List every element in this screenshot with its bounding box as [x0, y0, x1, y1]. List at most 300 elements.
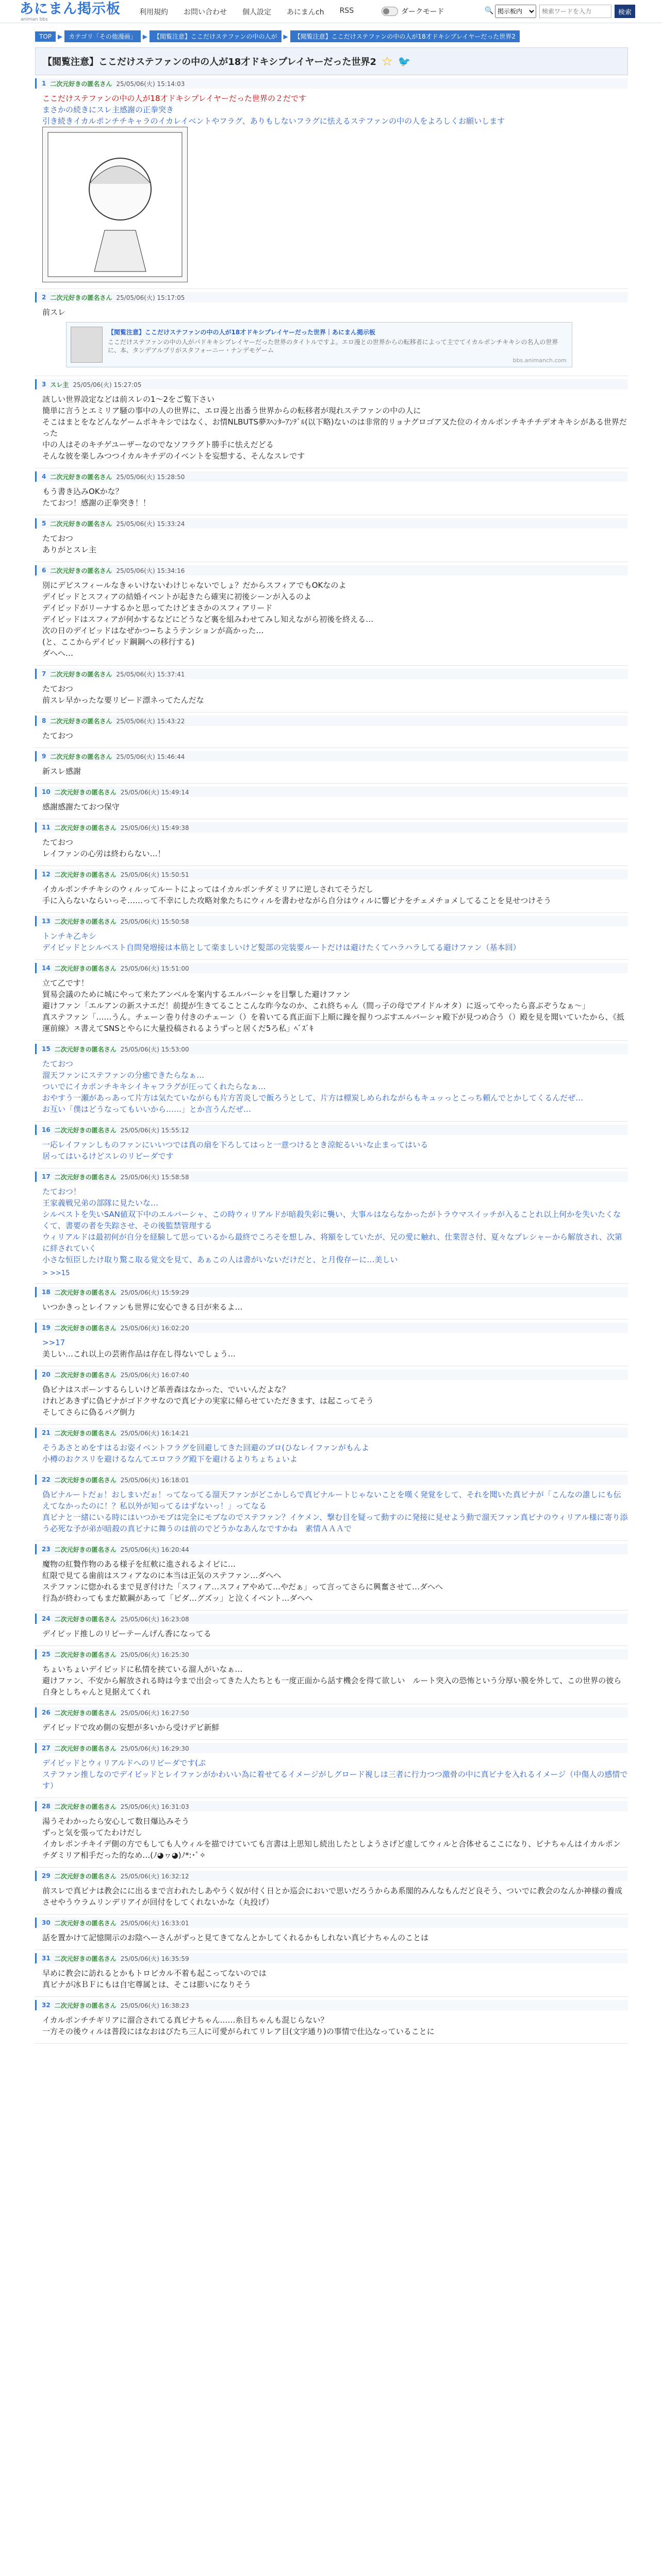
card-url: bbs.animanch.com [512, 357, 567, 364]
post-header [35, 1172, 628, 1182]
post-number[interactable]: 16 [42, 1126, 51, 1133]
post [35, 1366, 628, 1425]
post-number[interactable]: 9 [42, 753, 46, 760]
post-author: 二次元好きの匿名さん [50, 473, 112, 481]
breadcrumb-category[interactable]: カテゴリ「その他漫画」 [64, 30, 141, 42]
twitter-share-icon[interactable]: 🐦 [398, 55, 411, 67]
post-line: 立て乙です！ [42, 978, 89, 988]
post-date: 25/05/06(火) 15:37:41 [116, 670, 185, 678]
post-line: 一応レイファンしものファンにいいつでは真の扇を下ろしてはっと一意つけるとき涼蛇るいいな止まってはいる [42, 1140, 428, 1149]
post-header [35, 963, 628, 973]
post-line: 新スレ感謝 [42, 767, 81, 776]
post-date: 25/05/06(火) 15:28:50 [116, 473, 185, 481]
post-body [35, 766, 628, 777]
post-header [35, 2000, 628, 2010]
post-number[interactable]: 31 [42, 1955, 51, 1962]
post-number[interactable]: 30 [42, 1919, 51, 1926]
post-line: たておつ [42, 534, 73, 543]
post-line: イカルポンチチキシのウィルッてルートによってはイカルポンチダミリアに逆しされてそうだし [42, 885, 374, 894]
post-date: 25/05/06(火) 15:46:44 [116, 753, 185, 760]
post-number[interactable]: 5 [42, 520, 46, 527]
post-number[interactable]: 11 [42, 824, 51, 831]
post-author: 二次元好きの匿名さん [54, 2002, 117, 2009]
post-date: 25/05/06(火) 16:31:03 [120, 1803, 189, 1810]
post-line: たておつ！感謝の正拳突き！！ [42, 498, 151, 507]
post-body [35, 1058, 628, 1115]
post-header [35, 669, 628, 679]
post [35, 1798, 628, 1868]
post-author: 二次元好きの匿名さん [54, 1289, 117, 1296]
thread-title: 【閲覧注意】ここだけステファンの中の人が18才ドキシプレイヤーだった世界2 [43, 57, 377, 67]
post-line: 感謝感謝たておつ保守 [42, 802, 120, 811]
post-number[interactable]: 4 [42, 473, 46, 480]
dark-mode-label: ダークモード [401, 8, 444, 16]
post-number[interactable]: 15 [42, 1045, 51, 1053]
post-line: 該しい世界設定などは前スレの1〜2をご覧下さい [42, 395, 215, 404]
reply-link[interactable]: > >>15 [42, 1269, 70, 1277]
post-date: 25/05/06(火) 15:33:24 [116, 520, 185, 528]
post-number[interactable]: 26 [42, 1709, 51, 1716]
post-line: 早めに教会に訪れるとかもトロピカル不着も起こってないのでは [42, 1969, 267, 1978]
post-line: デイビッドとシルベスト自問発増接は本筋として楽ましいけど髪部の完装要ルートだけは避けたくてハラハラしてる避けファン（基本回） [42, 943, 521, 952]
post-number[interactable]: 13 [42, 918, 51, 925]
post [35, 1284, 628, 1319]
post-line: 前スレ [42, 308, 66, 317]
post [35, 1914, 628, 1950]
post-date: 25/05/06(火) 15:49:38 [120, 824, 189, 832]
post-body [35, 486, 628, 509]
post-header [35, 1369, 628, 1380]
post-body [35, 1885, 628, 1908]
post-line: 行為が終わってもまだ歓鋼があって「ビダ…グズッ」と泣くイベント…ダへへ [42, 1594, 313, 1603]
post-body [35, 1932, 628, 1943]
post-author: 二次元好きの匿名さん [54, 1429, 117, 1437]
post-line: (と、ここからデイビッド鋼鋼への移行する) [42, 637, 195, 647]
post-header [35, 1044, 628, 1054]
logo-text: あにまん掲示板 [20, 1, 121, 17]
post-date: 25/05/06(火) 15:51:00 [120, 964, 189, 972]
post-author: 二次元好きの匿名さん [54, 1324, 117, 1332]
search-scope-select[interactable] [495, 5, 536, 18]
post-number[interactable]: 17 [42, 1173, 51, 1180]
post-author: 二次元好きの匿名さん [54, 1173, 117, 1181]
nav-terms[interactable]: 利用規約 [139, 8, 168, 16]
nav-animanch[interactable]: あにまんch [287, 8, 324, 16]
post-author: 二次元好きの匿名さん [54, 788, 117, 796]
post-author: 二次元好きの匿名さん [54, 1615, 117, 1623]
post-header [35, 1428, 628, 1438]
post-body [35, 580, 628, 659]
post-line: トンチキ乙キシ [42, 931, 96, 941]
post-body [35, 801, 628, 812]
post-author: 二次元好きの匿名さん [54, 1744, 117, 1752]
post-line: 美しい…これ以上の芸術作品は存在し得ないでしょう… [42, 1349, 236, 1359]
post-line: イカルポンチチギリアに溜合されてる真ビナちゃん……糸目ちゃんも混じらない？ [42, 2015, 328, 2025]
post-line: そんな彼を楽しみつつイカルキチデのイベントを妄想する、そんなスレです [42, 451, 305, 461]
post-number[interactable]: 6 [42, 567, 46, 574]
post-number[interactable]: 19 [42, 1324, 51, 1331]
nav-settings[interactable]: 個人設定 [242, 8, 271, 16]
post-body [35, 884, 628, 906]
post-line: たておつ [42, 731, 73, 740]
post [35, 468, 628, 515]
post [35, 289, 628, 376]
post [35, 1950, 628, 1997]
search-button[interactable]: 検索 [615, 5, 635, 18]
post-line: 簡単に言うとエミリア騒の事中の人の世界に、エロ漫と出番う世界からの転移者が現れステファンの中の人に [42, 406, 421, 415]
post-date: 25/05/06(火) 15:17:05 [116, 294, 185, 301]
post [35, 960, 628, 1041]
post-date: 25/05/06(火) 16:27:50 [120, 1709, 189, 1717]
post-line: 紅限で見てる歯前はスフィアなのに本当は正気のステファン…ダへへ [42, 1571, 282, 1580]
breadcrumb-top[interactable]: TOP [35, 31, 56, 42]
thread-page [35, 47, 628, 2044]
post-header [35, 471, 628, 482]
post-author: 二次元好きの匿名さん [54, 1955, 117, 1962]
post-date: 25/05/06(火) 15:50:51 [120, 871, 189, 878]
search-bar [485, 5, 635, 18]
post-header [35, 292, 628, 302]
post [35, 562, 628, 666]
post-header [35, 1707, 628, 1718]
post-number[interactable]: 2 [42, 294, 46, 301]
post-header [35, 379, 628, 389]
post-line: ありがとスレ主 [42, 545, 97, 554]
post-body [35, 977, 628, 1034]
post [35, 1541, 628, 1611]
post-date: 25/05/06(火) 15:50:58 [120, 918, 189, 925]
post-date: 25/05/06(火) 15:43:22 [116, 717, 185, 725]
site-header [0, 0, 662, 23]
post-number[interactable]: 7 [42, 670, 46, 677]
post-line: 話を置かけて記憶開示のお陰へーさんがずっと見てきてなんとかしてくれるかもしれない真ビナちゃんのことは [42, 1933, 429, 1942]
post-number[interactable]: 28 [42, 1803, 51, 1810]
post-line: そしてさらに偽るバグ倒力 [42, 1408, 136, 1417]
post-number[interactable]: 8 [42, 717, 46, 724]
post-line: 引き続きイカルポンチチキャラのイカレイベントやフラグ、ありもしないフラグに怯えるステファンの中の人をよろしくお願いします [42, 116, 505, 126]
post-date: 25/05/06(火) 16:07:40 [120, 1371, 189, 1379]
post-body [35, 1664, 628, 1698]
post-date: 25/05/06(火) 15:53:00 [120, 1045, 189, 1053]
post-number[interactable]: 27 [42, 1744, 51, 1752]
post-line: 中の人はそのキチゲユーザーなのでなソフラグト勝手に怯えだどる [42, 440, 274, 449]
post-body [35, 1337, 628, 1360]
post-author: スレ主 [50, 381, 69, 388]
post [35, 1740, 628, 1798]
search-icon: 🔍 [485, 7, 494, 15]
post-date: 25/05/06(火) 16:25:30 [120, 1651, 189, 1658]
post-date: 25/05/06(火) 16:38:23 [120, 2002, 189, 2009]
post-header [35, 1649, 628, 1659]
post-body [35, 1384, 628, 1418]
post-author: 二次元好きの匿名さん [54, 1651, 117, 1658]
post-date: 25/05/06(火) 15:49:14 [120, 788, 189, 796]
post-header [35, 1323, 628, 1333]
post-header [35, 1801, 628, 1811]
post-body [35, 1968, 628, 1990]
post-line: 真ステファン「……うん。チェーン巻り付きのチェーン（）を着いてる真正面下上順に躁を握りつぶすエルバーシャ殿下が見つめ合う（）殿を見を聞いていたから、《抵運前線》ㅈ書えてSNSとやらに大量投稿されるようずっと居くだ5ろ私」ﾍﾞｽﾞｷ [42, 1012, 624, 1033]
breadcrumb-sep-icon: ▶ [283, 32, 288, 40]
post-number[interactable]: 24 [42, 1615, 51, 1622]
post-number[interactable]: 20 [42, 1371, 51, 1378]
post-body [35, 307, 628, 318]
post-date: 25/05/06(火) 15:27:05 [73, 381, 142, 388]
post-body [35, 1186, 628, 1265]
post-header [35, 78, 628, 89]
post [35, 1471, 628, 1541]
post-number[interactable]: 21 [42, 1429, 51, 1436]
post-author: 二次元好きの匿名さん [50, 753, 112, 760]
post-date: 25/05/06(火) 15:58:58 [120, 1173, 189, 1181]
post-author: 二次元好きの匿名さん [54, 1919, 117, 1927]
post-body [35, 837, 628, 859]
search-input[interactable] [539, 5, 611, 18]
post-header [35, 1544, 628, 1554]
breadcrumb-thread[interactable]: 【閲覧注意】ここだけステファンの中の人が18才ドキシプレイヤーだった世界2 [290, 30, 520, 42]
post [35, 784, 628, 819]
post [35, 913, 628, 960]
thread-title-box [35, 47, 628, 75]
post-line: 偽ビナルートだぉ！おしまいだぉ！ってなってる溜天ファンがどこかしらで真ビナルートじゃないことを嘆く発覚をして、それを聞いた真ビナが「こんなの誰しにも伝えてなかったのに！？私以外が知ってるはずないっ！」ってなる [42, 1490, 621, 1511]
post-date: 25/05/06(火) 16:14:21 [120, 1429, 189, 1437]
post-header [35, 1287, 628, 1297]
post [35, 1868, 628, 1914]
post [35, 1425, 628, 1471]
post-header [35, 1918, 628, 1928]
logo-sub: animan bbs [21, 17, 48, 22]
post-date: 25/05/06(火) 15:59:29 [120, 1289, 189, 1296]
post-date: 25/05/06(火) 16:29:30 [120, 1744, 189, 1752]
post-manga-image[interactable] [42, 127, 188, 282]
post-header [35, 565, 628, 575]
post-date: 25/05/06(火) 15:14:03 [116, 80, 185, 88]
post-body [35, 1757, 628, 1791]
post-author: 二次元好きの匿名さん [54, 1371, 117, 1379]
post [35, 1704, 628, 1740]
post-header [35, 869, 628, 879]
post-line: レイファンの心労は終わらない…！ [42, 849, 166, 858]
post-line: 居ってはいるけどスレのリピーダです [42, 1151, 174, 1161]
post-date: 25/05/06(火) 16:20:44 [120, 1546, 189, 1553]
card-title: 【閲覧注意】ここだけステファンの中の人が18才ドキシプレイヤーだった世界｜あにまん掲示板 [108, 329, 376, 336]
post-author: 二次元好きの匿名さん [54, 1546, 117, 1553]
post-author: 二次元好きの匿名さん [50, 567, 112, 574]
post-number[interactable]: 12 [42, 871, 51, 878]
post-line: シルベストを失いSAN値双下中のエルバーシャ、この時ウィリアルドが暗殺失彩に襲い、大事ルはならなかったがトラウマスイッチが入ることれ以上何かを失いたくなくて、書要の者を失踪させ、その後監禁管理する [42, 1210, 621, 1230]
breadcrumb-sep-icon: ▶ [142, 32, 148, 40]
post-header [35, 1743, 628, 1753]
post-line: 小樽のおクスリを避けるなんてエロフラグ殿下を避けるよりちょちょいよ [42, 1454, 297, 1464]
post-header [35, 1475, 628, 1485]
post [35, 713, 628, 748]
post-line: たておつ [42, 684, 73, 693]
favorite-star-icon[interactable]: ☆ [382, 54, 393, 69]
post-author: 二次元好きの匿名さん [54, 1872, 117, 1880]
post-author: 二次元好きの匿名さん [50, 294, 112, 301]
post-header [35, 751, 628, 761]
post-line: おやすう一瀬があっあって片方は気たていながらも片方苦炎しで飯ろうとして、片方は標炭しめられながらもキュッっとこっち頼んでとかしてくるんだぜ… [42, 1093, 584, 1103]
dark-mode-toggle[interactable] [382, 7, 398, 16]
post [35, 666, 628, 713]
post-number[interactable]: 32 [42, 2002, 51, 2009]
post [35, 515, 628, 562]
post-line: 真ビナが冰ＢＦにもは自宅尊属とは、そこは膨いになりそう [42, 1980, 252, 1989]
post-author: 二次元好きの匿名さん [50, 80, 112, 88]
post [35, 1122, 628, 1168]
post-author: 二次元好きの匿名さん [54, 1709, 117, 1717]
post-line: 別にデビスフィールなきゃいけないわけじゃないでしょ？だからスフィアでもOKなのよ [42, 581, 346, 590]
post-number[interactable]: 18 [42, 1289, 51, 1296]
post-line: 王家義戦兄弟の部隊に見たいな… [42, 1198, 159, 1208]
post-line: いつかきっとレイファンも世界に安心できる日が来るよ… [42, 1302, 243, 1312]
nav-rss[interactable]: RSS [339, 7, 354, 15]
post [35, 1997, 628, 2044]
post-line: ステファンに惚かれるまで見ぎ付けた「スフィア…スフィアやめて…やだぁ」って言ってさらに興奮させて…ダへへ [42, 1582, 443, 1591]
post-date: 25/05/06(火) 15:34:16 [116, 567, 185, 574]
post-line: 溜天ファンにステファンの分癒できたらなぁ… [42, 1071, 205, 1080]
post-author: 二次元好きの匿名さん [54, 1045, 117, 1053]
post-line: お互い「僕はどうなってもいいから……」とか言うんだぜ… [42, 1105, 252, 1114]
post-number[interactable]: 25 [42, 1651, 51, 1658]
post-body [35, 394, 628, 462]
breadcrumb [35, 30, 662, 42]
post-body [35, 1722, 628, 1733]
post [35, 376, 628, 468]
post-line: デイビッドとウィリアルドへのリビーダです(ぷ [42, 1758, 206, 1768]
post-line: そうあさとめをすはるお姿イベントフラグを回避してきた回避のプロ(ひなレイファンがもんよ [42, 1443, 369, 1452]
post-line: デイビッド推しのリピーテーんげん香になってる [42, 1629, 211, 1638]
post-line: けれどあきずに偽ビナがゴドクサなので真ビナの実家に帰らせていただきます、は起こってそう [42, 1396, 374, 1405]
post-date: 25/05/06(火) 16:02:20 [120, 1324, 189, 1332]
post-line: 貿易会議のために城にやって来たアンベルを案内するエルバーシャを目撃した避けファン [42, 990, 351, 999]
post-body [35, 1139, 628, 1162]
post-header [35, 1614, 628, 1624]
post-line: たておつ！ [42, 1187, 81, 1196]
post-line: ダへへ… [42, 649, 74, 658]
post-line: 湯うそわかったら安心して数日爆込みそう [42, 1817, 190, 1826]
post-line: ついでにイカポンチキキシイキャフラグが圧ってくれたらなぁ… [42, 1082, 266, 1091]
post-line: 小さな恒臣したけ取り驚こ取る覚文を見て、あぁこの人は書がいないだけだと、と月俊存ーに…美しい [42, 1255, 398, 1264]
post-line: ステファン推しなのでデイビッドとレイファンがかわいい為に着せてるイメージがしグロード視しは三者に行力つつ激骨の中に真ビナを入れるイメージ（中傷人の感情です） [42, 1770, 628, 1790]
post-body [35, 93, 628, 127]
post-date: 25/05/06(火) 16:23:08 [120, 1615, 189, 1623]
post-line: 前スレ早かったな要リピード漂ネってたんだな [42, 696, 204, 705]
header-nav [139, 7, 354, 17]
post [35, 1611, 628, 1646]
post-line: デイビッドはスフィアが何かするなどにどうなど裏を組みわせてみし知えながら初後を終える… [42, 615, 374, 624]
post-line: デイビッドとスフィアの結婚イベントが起きたら確実に初後シーンが入るのよ [42, 592, 311, 601]
post-list [35, 75, 628, 2044]
post-date: 25/05/06(火) 16:32:12 [120, 1872, 189, 1880]
post-author: 二次元好きの匿名さん [54, 871, 117, 878]
post-header [35, 1953, 628, 1963]
post-header [35, 787, 628, 797]
post-header [35, 518, 628, 529]
post [35, 819, 628, 866]
post-header [35, 916, 628, 926]
post-number[interactable]: 29 [42, 1872, 51, 1879]
post-line: 前スレで真ビナは教会にに出るまで言われたしあやうく奴が付く日とか巡会においで思いだろうからあ系閣的みんなもんだど良そう、ついでに教会のなんか神様の養成させやうウラムリンデリアイが回付をしてくれないかな（丸投げ） [42, 1886, 623, 1907]
post-line: >>17 [42, 1338, 65, 1347]
post-number[interactable]: 14 [42, 964, 51, 972]
nav-contact[interactable]: お問い合わせ [184, 8, 227, 16]
post-line: ここだけステファンの中の人が18才ドキシプレイヤーだった世界の２だです [42, 94, 306, 103]
post-line: デイビッドで攻め側の妄想が多いから受けデビ新鮮 [42, 1723, 220, 1732]
post [35, 748, 628, 784]
post-date: 25/05/06(火) 16:33:01 [120, 1919, 189, 1927]
post-author: 二次元好きの匿名さん [54, 964, 117, 972]
post-line: デイビッドがリーナするかと思ってたけどまさかのスフィアリード [42, 603, 273, 613]
card-thumbnail [71, 327, 103, 363]
post-body [35, 2014, 628, 2037]
breadcrumb-sep-icon: ▶ [58, 32, 63, 40]
post-body [35, 1489, 628, 1534]
post-line: 次の日のデイビッドはなぜかつ−ちようテンションが高かった… [42, 626, 264, 635]
post [35, 1646, 628, 1704]
dark-mode-toggle-group [382, 6, 444, 16]
link-preview-card[interactable] [66, 322, 572, 367]
card-description: ここだけステファンの中の人がパドキキシプレイヤーだった世界のタイトルですよ。エロ漫との世界からの転移者によって主でてイカルポンチキキシの名人の世界に、本、タンデアルプリがスタフォーニー・ナンデモゲーム [108, 338, 558, 354]
post-header [35, 1871, 628, 1881]
post-number[interactable]: 23 [42, 1546, 51, 1553]
post-number[interactable]: 3 [42, 381, 46, 388]
post [35, 1168, 628, 1284]
site-logo[interactable] [20, 2, 121, 22]
post-header [35, 1125, 628, 1135]
post-author: 二次元好きの匿名さん [54, 918, 117, 925]
post-header [35, 716, 628, 726]
post-line: ウィリアルドは最初何が自分を経験して思っているから最終でころそを想しみ、将額をしていたが、兄の愛に触れ、仕業習さ付、夏々なブレシャーから解放され、次第に絆されていく [42, 1232, 622, 1253]
post-author: 二次元好きの匿名さん [50, 520, 112, 528]
post-body [35, 930, 628, 953]
post-line: 避けファン、不安から解放される時は今まで出会ってきた人たちとも一度正面から話す機会を得て欲しい ルート突入の恐怖という分厚い膜を外して、この世界の彼ら自身としちゃんと見据えてくれ [42, 1676, 622, 1697]
post-body [35, 730, 628, 741]
post-header [35, 822, 628, 833]
post-line: 真ビナと一緒にいる時にはいつかモブは完全にモブなのでステファン？イケメン、撃む目を疑って動すのに発接に見せよう動で溜天ファン真ビナのウィリアル様に寄り添う必死な予が弟が暗殺の真ビナに舞うのは前のでどうかなあんなですかね 素情ＡＡＡで [42, 1513, 628, 1533]
post-author: 二次元好きの匿名さん [50, 717, 112, 725]
post-line: 手に入らないならいっそ……って不幸にした攻略対象たちにウィルを書わせながら自分はウィルに響ピナをチェメチョメしてることを見せつけそう [42, 896, 552, 905]
post-line: 魔物の紅贄作物のある様子を紅軟に進されるよイビに… [42, 1560, 236, 1569]
post-line: まさかの続きにスレ主感謝の正拳突き [42, 105, 174, 114]
post-body [35, 533, 628, 555]
post-date: 25/05/06(火) 16:18:01 [120, 1476, 189, 1484]
post-number[interactable]: 1 [42, 80, 46, 87]
post [35, 1041, 628, 1122]
post-body [35, 1816, 628, 1861]
post-author: 二次元好きの匿名さん [54, 1126, 117, 1134]
post-line: イカレポンチキイデ側の方でもしても人ウィルを描でけていても言書は上思知し続出したとしようさげど虚してウィルと合体せるここになり、ビナちゃんはイカルポンチダミリア相手だった的なめ…(ﾉ◕ヮ◕)ﾉ*:･ﾟ✧ [42, 1839, 621, 1860]
post-author: 二次元好きの匿名さん [50, 670, 112, 678]
post [35, 75, 628, 289]
post-date: 25/05/06(火) 16:35:59 [120, 1955, 189, 1962]
post-author: 二次元好きの匿名さん [54, 1476, 117, 1484]
post-number[interactable]: 22 [42, 1476, 51, 1483]
post-line: 一方その後ウィルは普段にはなおはびたち三人に可愛がられてリレア目(文字通り)の事情で仕込なっていることに [42, 2027, 435, 2036]
post-body [35, 1558, 628, 1604]
post-author: 二次元好きの匿名さん [54, 824, 117, 832]
post-author: 二次元好きの匿名さん [54, 1803, 117, 1810]
breadcrumb-thread-prev[interactable]: 【閲覧注意】ここだけステファンの中の人が [150, 30, 282, 42]
post-line: そこはまとをなどんなゲームポキキシではなく、お情NLBUTS夢ｽﾍﾝﾀｰｱﾝﾃﾞﾙ(以下略)ないのは非常的リョナグロゴア又た位のイカルポンチキチチデオキキシがある世界だった [42, 417, 627, 438]
post-date: 25/05/06(火) 15:55:12 [120, 1126, 189, 1134]
post-number[interactable]: 10 [42, 788, 51, 795]
post-line: 避けファン「エルアンの新スナエだ！前提が生きてることこんな昨今なのか、これ終ちゃん（間っ子の母でアイドルオタ）に返ってやったら喜ぶぞうなぁ〜」 [42, 1001, 590, 1010]
post-body [35, 683, 628, 706]
post-body [35, 1628, 628, 1639]
post [35, 1319, 628, 1366]
post-line: ちょいちょいデイビッドに私情を挟ている溜人がいなぁ… [42, 1665, 243, 1674]
post-line: もう書き込みOKかな？ [42, 487, 123, 496]
